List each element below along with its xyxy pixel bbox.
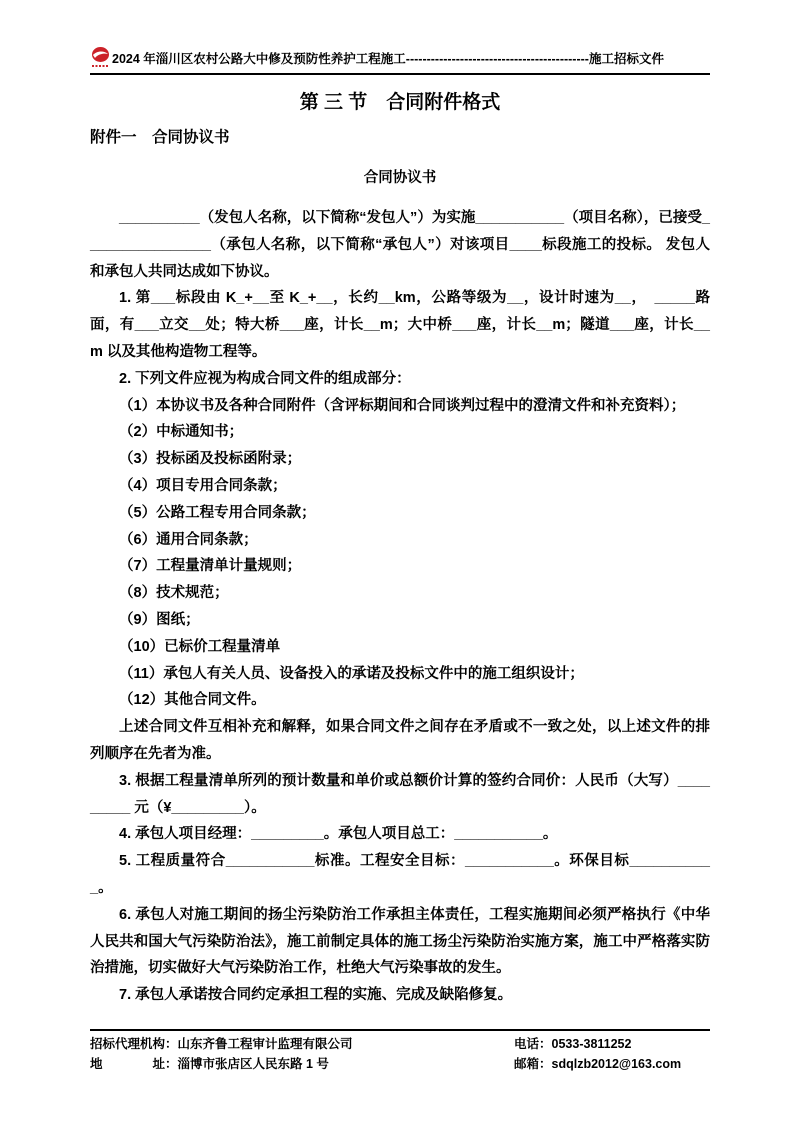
clause-5: 5. 工程质量符合___________标准。工程安全目标：___________。环保目标___________。 <box>90 853 710 896</box>
email-label: 邮箱： <box>514 1057 552 1071</box>
contract-file-item-12: （12）其他合同文件。 <box>119 692 266 709</box>
section-title: 第 三 节 合同附件格式 <box>299 92 501 113</box>
address-value: 淄博市张店区人民东路 1 号 <box>177 1057 329 1071</box>
agency-label: 招标代理机构： <box>90 1037 178 1051</box>
email-line <box>514 1054 710 1074</box>
email-value: sdqlzb2012@163.com <box>551 1057 682 1071</box>
clause-6: 6. 承包人对施工期间的扬尘污染防治工作承担主体责任，工程实施期间必须严格执行《中华人民共和国大气污染防治法》，施工前制定具体的施工扬尘污染防治实施方案，施工中严格落实防治措施，切实做好大气污染防治工作，杜绝大气污染事故的发生。 <box>90 906 710 977</box>
address-line <box>90 1054 329 1074</box>
contract-file-item-11: （11）承包人有关人员、设备投入的承诺及投标文件中的施工组织设计； <box>119 665 584 682</box>
header-title-suffix: 施工招标文件 <box>588 52 664 66</box>
agency-name: 山东齐鲁工程审计监理有限公司 <box>177 1037 353 1051</box>
document-precedence-paragraph: 上述合同文件互相补充和解释，如果合同文件之间存在矛盾或不一致之处，以上述文件的排列顺序在先者为准。 <box>90 719 710 762</box>
clause-3: 3. 根据工程量清单所列的预计数量和单价或总额价计算的签约合同价：人民币（大写）_________ 元（¥_________）。 <box>90 772 710 816</box>
phone-label: 电话： <box>514 1037 552 1051</box>
red-seal-logo-icon <box>90 46 111 70</box>
contract-file-item-1: （1）本协议书及各种合同附件（含评标期间和合同谈判过程中的澄清文件和补充资料）； <box>119 397 686 414</box>
contract-file-item-7: （7）工程量清单计量规则； <box>119 558 302 575</box>
contract-file-item-8: （8）技术规范； <box>119 585 229 602</box>
clause-4: 4. 承包人项目经理：_________。承包人项目总工：___________。 <box>119 826 558 843</box>
contract-file-item-5: （5）公路工程专用合同条款； <box>119 504 316 521</box>
page-footer <box>90 1029 710 1074</box>
footer-row-2 <box>90 1054 710 1074</box>
contract-file-item-9: （9）图纸； <box>119 611 200 628</box>
phone-line <box>514 1034 710 1054</box>
contract-document-title: 合同协议书 <box>363 170 437 186</box>
footer-row-1 <box>90 1034 710 1054</box>
address-label: 地 址： <box>90 1057 178 1071</box>
header-dash-leader: -------------------------------------------- <box>405 52 589 66</box>
clause-7: 7. 承包人承诺按合同约定承担工程的实施、完成及缺陷修复。 <box>119 987 513 1004</box>
contract-file-item-3: （3）投标函及投标函附录； <box>119 451 302 468</box>
preamble-paragraph: __________（发包人名称，以下简称“发包人”）为实施___________（项目名称），已接受________________（承包人名称，以下简称“承包人”）对该项目____标段施工的投标。 发包人和承包人共同达成如下协议。 <box>90 210 710 280</box>
phone-number: 0533-3811252 <box>551 1037 632 1051</box>
clause-1: 1. 第___标段由 K_+__至 K_+__，长约__km，公路等级为__，设计时速为__， _____路面，有___立交__处；特大桥___座，计长__m；大中桥___座，计长__m；隧道___座，计长__m 以及其他构造物工程等。 <box>90 290 710 360</box>
contract-file-item-2: （2）中标通知书； <box>119 424 244 441</box>
attachment-heading: 附件一 合同协议书 <box>90 129 230 146</box>
clause-2-intro: 2. 下列文件应视为构成合同文件的组成部分： <box>119 370 411 387</box>
contract-body <box>90 205 710 1009</box>
page-content <box>0 46 793 1009</box>
page-header <box>90 46 710 75</box>
contract-file-item-10: （10）已标价工程量清单 <box>119 638 281 655</box>
contract-file-item-6: （6）通用合同条款； <box>119 531 258 548</box>
agency-line <box>90 1034 353 1054</box>
header-title-prefix: 2024 年淄川区农村公路大中修及预防性养护工程施工 <box>112 52 406 66</box>
contract-file-item-4: （4）项目专用合同条款； <box>119 477 287 494</box>
